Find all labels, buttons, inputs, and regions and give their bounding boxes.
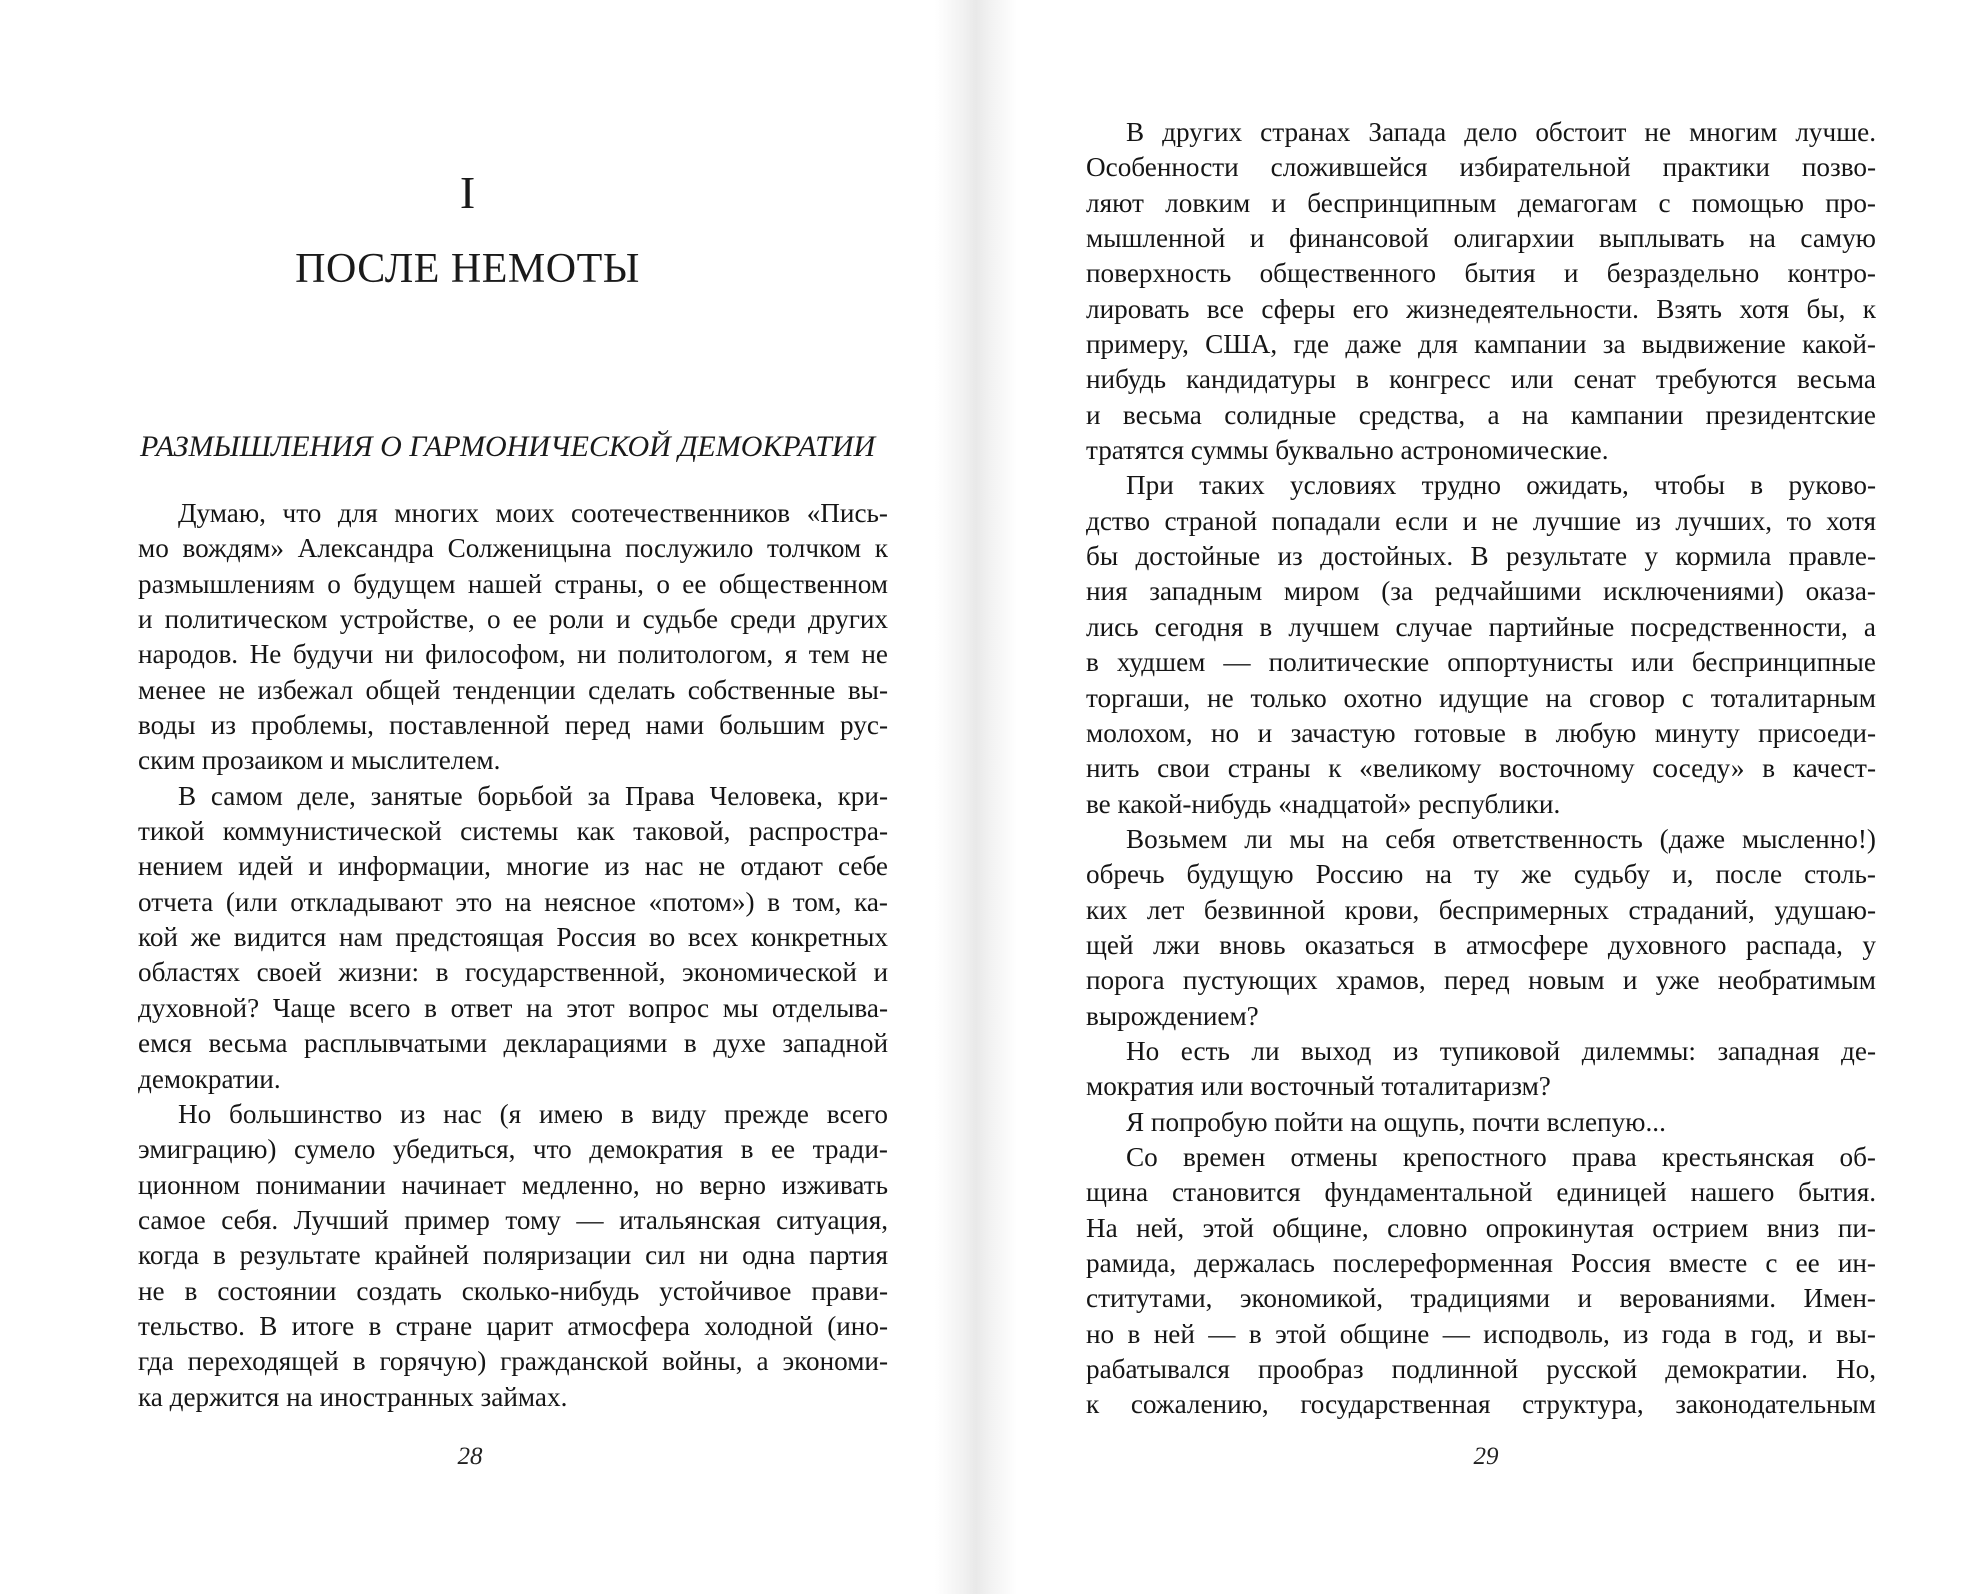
text-line: Но большинство из нас (я имею в виду прежде всего <box>178 1098 888 1129</box>
text-line: порога пустующих храмов, перед новым и уже необратимым <box>1086 965 1876 996</box>
text-line: самое себя. Лучший пример тому — итальянская ситуация, <box>138 1204 888 1235</box>
text-line: отчета (или откладывают это на неясное «потом») в том, ка- <box>138 886 888 917</box>
left-body-text <box>138 496 888 1415</box>
text-line: духовной? Чаще всего в ответ на этот вопрос мы отделыва- <box>138 992 888 1023</box>
text-line: щина становится фундаментальной единицей нашего бытия. <box>1086 1177 1876 1208</box>
right-body-text <box>1086 115 1876 1423</box>
text-line: рамида, держалась послереформенная Россия вместе с ее ин- <box>1086 1248 1876 1278</box>
text-line: Возьмем ли мы на себя ответственность (даже мысленно!) <box>1126 823 1876 854</box>
text-line: и весьма солидные средства, а на кампании президентские <box>1086 399 1876 430</box>
text-line: ка держится на иностранных займах. <box>138 1381 568 1412</box>
page-number: 28 <box>457 1443 483 1470</box>
text-line: нением идей и информации, многие из нас не отдают себе <box>138 851 888 882</box>
text-line: нить свои страны к «великому восточному соседу» в качест- <box>1086 753 1876 784</box>
text-line: гда переходящей в горячую) гражданской войны, а экономи- <box>138 1346 888 1377</box>
text-line: областях своей жизни: в государственной, экономической и <box>138 957 888 988</box>
text-line: молохом, но и зачастую готовые в любую минуту присоеди- <box>1086 717 1876 748</box>
text-line: кой же видится нам предстоящая Россия во всех конкретных <box>138 922 888 953</box>
text-line: к сожалению, государственная структура, законодательным <box>1086 1389 1876 1420</box>
text-line: нибудь кандидатуры в конгресс или сенат требуются весьма <box>1086 364 1876 395</box>
text-line: лировать все сферы его жизнедеятельности. Взять хотя бы, к <box>1086 293 1876 324</box>
text-line: В самом деле, занятые борьбой за Права Человека, кри- <box>178 780 888 811</box>
text-line: примеру, США, где даже для кампании за выдвижение какой- <box>1086 329 1876 360</box>
text-line: и политическом устройстве, о ее роли и судьбе среди других <box>138 604 888 635</box>
text-line: поверхность общественного бытия и безраздельно контро- <box>1086 258 1876 289</box>
text-line: ститутами, экономикой, традициями и верованиями. Имен- <box>1086 1283 1876 1314</box>
text-line: размышлениям о будущем нашей страны, о ее общественном <box>138 568 888 599</box>
text-line: но в ней — в этой общине — исподволь, из года в год, и вы- <box>1086 1318 1876 1349</box>
text-line: В других странах Запада дело обстоит не многим лучше. <box>1126 117 1876 147</box>
text-line: тратятся суммы буквально астрономические. <box>1086 435 1609 466</box>
text-line: ляют ловким и беспринципным демагогам с помощью про- <box>1086 187 1876 218</box>
text-line: рабатывался прообраз подлинной русской демократии. Но, <box>1086 1354 1876 1385</box>
text-line: лись сегодня в лучшем случае партийные посредственности, а <box>1086 611 1876 642</box>
section-title: РАЗМЫШЛЕНИЯ О ГАРМОНИЧЕСКОЙ ДЕМОКРАТИИ <box>140 430 876 463</box>
text-line: емся весьма расплывчатыми декларациями в духе западной <box>138 1028 888 1059</box>
text-line: мократия или восточный тоталитаризм? <box>1086 1071 1551 1102</box>
text-line: мышленной и финансовой олигархии выплывать на самую <box>1086 223 1876 254</box>
page-number: 29 <box>1473 1443 1499 1470</box>
text-line: тельство. В итоге в стране царит атмосфера холодной (ино- <box>138 1310 888 1341</box>
chapter-title: ПОСЛЕ НЕМОТЫ <box>295 246 640 292</box>
text-line: в худшем — политические оппортунисты или беспринципные <box>1086 647 1876 678</box>
book-gutter <box>935 0 1017 1594</box>
text-line: ких лет безвинной крови, беспримерных страданий, удушаю- <box>1086 894 1876 925</box>
chapter-number: I <box>459 167 476 218</box>
text-line: ским прозаиком и мыслителем. <box>138 745 501 776</box>
left-page <box>0 0 935 1594</box>
text-line: не в состоянии создать сколько-нибудь устойчивое прави- <box>138 1275 888 1306</box>
text-line: ве какой-нибудь «надцатой» республики. <box>1086 788 1561 819</box>
text-line: Со времен отмены крепостного права крестьянская об- <box>1126 1141 1876 1172</box>
text-line: воды из проблемы, поставленной перед нами большим рус- <box>138 710 888 741</box>
text-line: ния западным миром (за редчайшими исключениями) оказа- <box>1086 576 1876 607</box>
text-line: дство страной попадали если и не лучшие из лучших, то хотя <box>1086 505 1876 536</box>
text-line: На ней, этой общине, словно опрокинутая острием вниз пи- <box>1086 1212 1876 1243</box>
text-line: эмиграцию) сумело убедиться, что демократия в ее тради- <box>138 1134 888 1165</box>
text-line: народов. Не будучи ни философом, ни политологом, я тем не <box>138 639 888 670</box>
text-line: Думаю, что для многих моих соотечественников «Пись- <box>178 498 888 528</box>
text-line: менее не избежал общей тенденции сделать собственные вы- <box>138 674 888 705</box>
text-line: тикой коммунистической системы как таковой, распростра- <box>138 816 888 847</box>
text-line: бы достойные из достойных. В результате у кормила правле- <box>1086 541 1876 572</box>
text-line: торгаши, не только охотно идущие на сговор с тоталитарным <box>1086 682 1876 713</box>
text-line: вырождением? <box>1086 1000 1259 1031</box>
text-line: ционном понимании начинает медленно, но верно изживать <box>138 1169 888 1200</box>
text-line: Я попробую пойти на ощупь, почти вслепую... <box>1126 1106 1666 1137</box>
text-line: Но есть ли выход из тупиковой дилеммы: западная де- <box>1126 1035 1876 1066</box>
text-line: обречь будущую Россию на ту же судьбу и, после столь- <box>1086 859 1876 890</box>
text-line: демократии. <box>138 1063 281 1094</box>
text-line: щей лжи вновь оказаться в атмосфере духовного распада, у <box>1086 929 1876 960</box>
text-line: Особенности сложившейся избирательной практики позво- <box>1086 152 1876 183</box>
text-line: При таких условиях трудно ожидать, чтобы в руково- <box>1126 470 1876 501</box>
text-line: мо вождям» Александра Солженицына послужило толчком к <box>138 533 888 564</box>
text-line: когда в результате крайней поляризации сил ни одна партия <box>138 1240 888 1271</box>
